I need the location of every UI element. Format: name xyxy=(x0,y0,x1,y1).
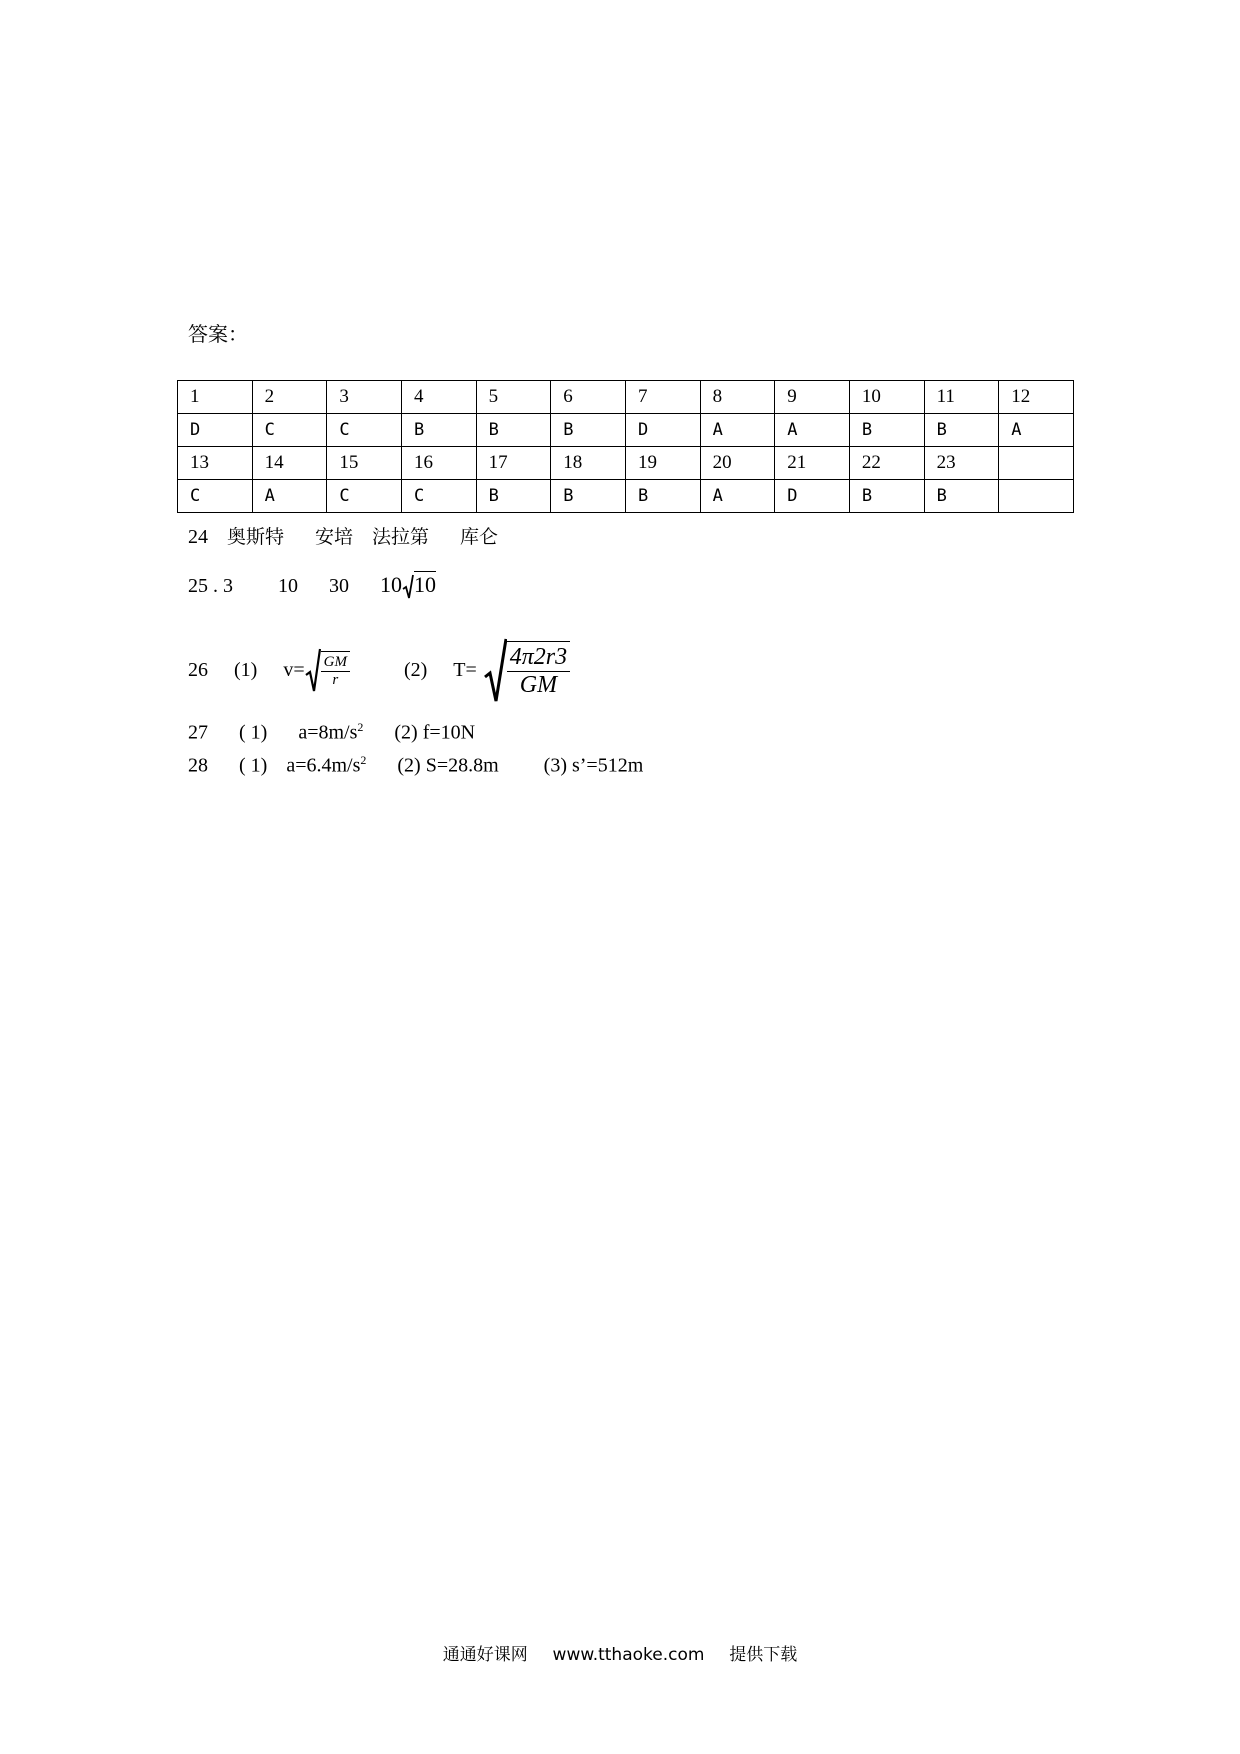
q28-part2: (2) S=28.8m xyxy=(397,754,499,777)
question-number-cell: 11 xyxy=(924,381,999,414)
q26-part1-fraction xyxy=(321,651,350,689)
q25-radical-value: 10 xyxy=(414,572,436,597)
answer-choice-cell: D xyxy=(775,480,850,513)
footer-url-link[interactable]: www.tthaoke.com xyxy=(552,1645,705,1665)
answer-choice-cell: B xyxy=(476,414,551,447)
q25-number: 25 xyxy=(188,575,208,597)
answer-choice-cell: B xyxy=(551,480,626,513)
question-number-cell: 16 xyxy=(401,447,476,480)
q28-part1-exponent: 2 xyxy=(360,753,367,767)
table-row xyxy=(178,480,1074,513)
question-number-cell: 3 xyxy=(327,381,402,414)
sqrt-sign-icon xyxy=(483,637,507,703)
question-number-cell: 6 xyxy=(551,381,626,414)
table-row xyxy=(178,447,1074,480)
answer-choice-cell: C xyxy=(327,480,402,513)
q27-part2: (2) f=10N xyxy=(394,721,476,744)
answer-choice-cell: A xyxy=(700,414,775,447)
q26-line xyxy=(188,635,570,705)
q25-answer-1: 3 xyxy=(223,575,233,597)
q24-answer-3: 法拉第 xyxy=(372,526,430,548)
q27-part1-exponent: 2 xyxy=(357,720,364,734)
footer-tagline: 提供下载 xyxy=(729,1645,798,1665)
answer-choice-cell: D xyxy=(625,414,700,447)
answer-choice-cell: A xyxy=(700,480,775,513)
answer-choice-cell: B xyxy=(625,480,700,513)
question-number-cell: 1 xyxy=(178,381,253,414)
q26-part2-numerator: 4π2r3 xyxy=(507,644,570,672)
q24-number: 24 xyxy=(188,526,208,548)
q26-part2-denominator: GM xyxy=(519,672,558,698)
question-number-cell: 5 xyxy=(476,381,551,414)
q28-part3: (3) s’=512m xyxy=(543,754,644,777)
sqrt-sign-icon xyxy=(402,574,414,600)
question-number-cell: 15 xyxy=(327,447,402,480)
answer-choice-cell: C xyxy=(401,480,476,513)
question-number-cell xyxy=(999,447,1074,480)
q27-part1-value: a=8m/s xyxy=(298,721,358,744)
q28-part1-value: a=6.4m/s xyxy=(286,754,361,777)
question-number-cell: 9 xyxy=(775,381,850,414)
answer-choice-cell: B xyxy=(924,414,999,447)
q25-radical xyxy=(380,572,436,597)
q26-part2-label: (2) xyxy=(403,658,428,681)
question-number-cell: 14 xyxy=(252,447,327,480)
q24-answer-1: 奥斯特 xyxy=(227,526,285,548)
answer-choice-cell: B xyxy=(924,480,999,513)
question-number-cell: 12 xyxy=(999,381,1074,414)
question-number-cell: 7 xyxy=(625,381,700,414)
answer-choice-cell: B xyxy=(401,414,476,447)
answer-choice-cell: C xyxy=(178,480,253,513)
question-number-cell: 21 xyxy=(775,447,850,480)
table-row xyxy=(178,381,1074,414)
answer-choice-cell: B xyxy=(849,414,924,447)
q24-line xyxy=(188,522,498,549)
answer-choice-cell: D xyxy=(178,414,253,447)
answer-choice-cell: B xyxy=(476,480,551,513)
answer-choice-cell: A xyxy=(252,480,327,513)
q27-number: 27 xyxy=(188,721,208,744)
answer-choice-cell: B xyxy=(551,414,626,447)
q27-line xyxy=(188,720,475,745)
question-number-cell: 22 xyxy=(849,447,924,480)
answer-table xyxy=(177,380,1074,513)
q28-line xyxy=(188,753,643,778)
q26-part2-lhs: T= xyxy=(453,658,477,681)
q28-part1-label: ( 1) xyxy=(239,754,268,777)
question-number-cell: 19 xyxy=(625,447,700,480)
question-number-cell: 10 xyxy=(849,381,924,414)
q26-part2-fraction xyxy=(507,641,570,699)
q25-line: 25 . 3 10 30 10 10 xyxy=(188,572,436,600)
question-number-cell: 4 xyxy=(401,381,476,414)
q25-answer-3: 30 xyxy=(329,575,349,597)
question-number-cell: 2 xyxy=(252,381,327,414)
q26-number: 26 xyxy=(188,658,208,681)
q24-answer-2: 安培 xyxy=(315,526,354,548)
answer-choice-cell: C xyxy=(327,414,402,447)
q25-radical-coef: 10 xyxy=(380,572,402,597)
answer-choice-cell xyxy=(999,480,1074,513)
q28-number: 28 xyxy=(188,754,208,777)
q26-part1-denominator: r xyxy=(332,672,339,688)
answer-choice-cell: C xyxy=(252,414,327,447)
question-number-cell: 17 xyxy=(476,447,551,480)
table-row xyxy=(178,414,1074,447)
q27-part1-label: ( 1) xyxy=(239,721,268,744)
q26-part1-label: (1) xyxy=(234,658,258,681)
question-number-cell: 8 xyxy=(700,381,775,414)
q26-part1-numerator: GM xyxy=(321,654,350,672)
q24-answer-4: 库仑 xyxy=(460,526,499,548)
question-number-cell: 13 xyxy=(178,447,253,480)
page-footer xyxy=(0,1640,1240,1665)
q25-answer-2: 10 xyxy=(278,575,298,597)
q26-part1-lhs: v= xyxy=(283,658,305,681)
answer-heading: 答案： xyxy=(188,322,248,346)
question-number-cell: 20 xyxy=(700,447,775,480)
answer-choice-cell: A xyxy=(999,414,1074,447)
footer-site-name: 通通好课网 xyxy=(442,1645,528,1665)
question-number-cell: 23 xyxy=(924,447,999,480)
answer-choice-cell: B xyxy=(849,480,924,513)
answer-choice-cell: A xyxy=(775,414,850,447)
question-number-cell: 18 xyxy=(551,447,626,480)
sqrt-sign-icon xyxy=(305,647,321,693)
